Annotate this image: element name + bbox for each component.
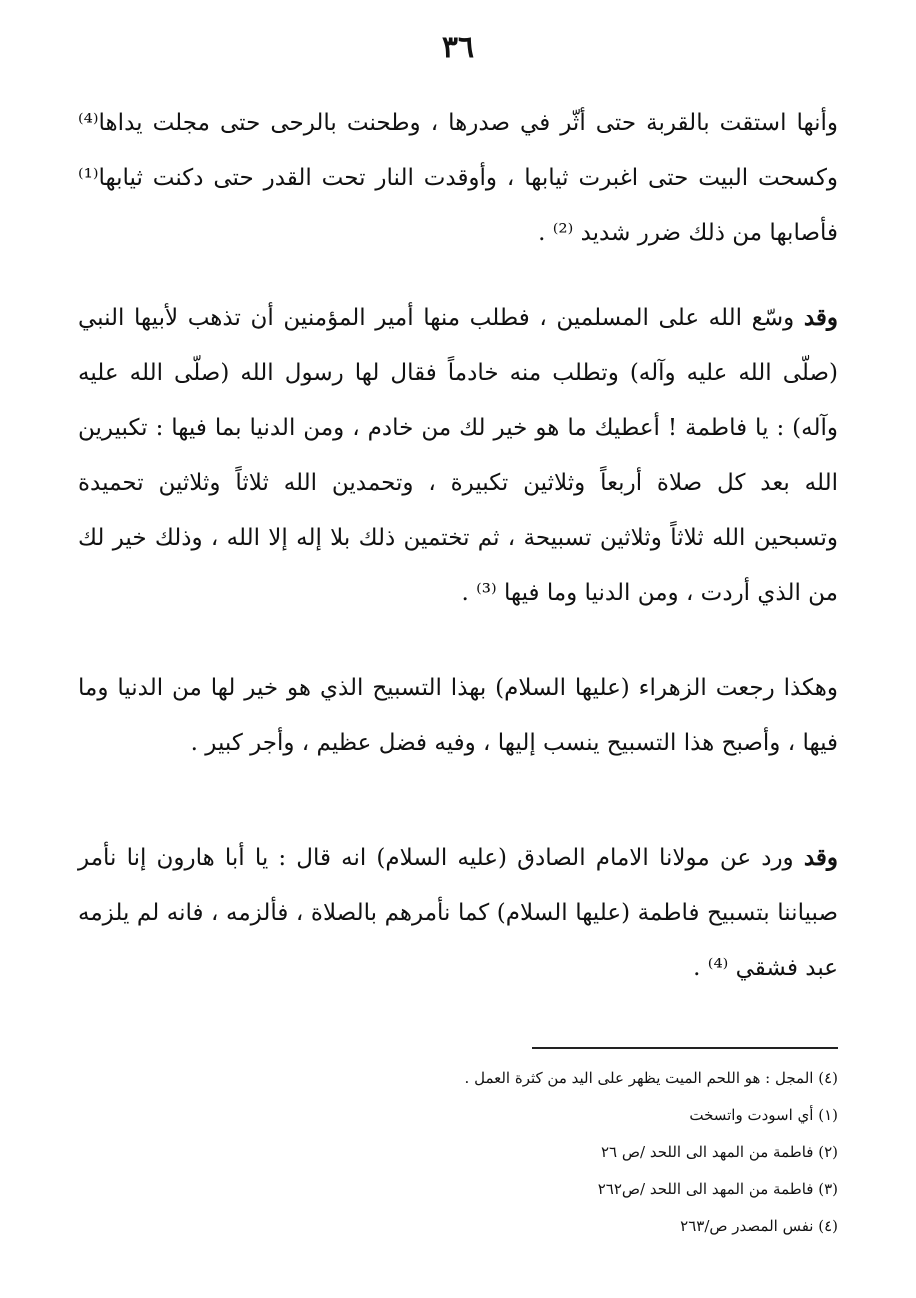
footnote-divider xyxy=(532,1047,838,1049)
paragraph-4-lead: وقد xyxy=(803,844,838,871)
footnote-item: (٤) نفس المصدر ص/٢٦٣ xyxy=(680,1217,838,1235)
footnote-item: (٢) فاطمة من المهد الى اللحد /ص ٢٦ xyxy=(600,1143,838,1161)
footnotes-list xyxy=(238,1060,838,1245)
paragraph-2 xyxy=(78,290,838,621)
paragraph-1-text: وأنها استقت بالقربة حتى أثّر في صدرها ، وطحنت بالرحى حتى مجلت يداها⁽⁴⁾ وكسحت البيت حتى اغبرت ثيابها ، وأوقدت النار تحت القدر حتى دكنت ثيابها⁽¹⁾ فأصابها من ذلك ضرر شديد ⁽²⁾ . xyxy=(78,110,838,246)
paragraph-2-lead: وقد xyxy=(803,304,838,331)
paragraph-3 xyxy=(78,660,838,771)
paragraph-2-text: وسّع الله على المسلمين ، فطلب منها أمير المؤمنين أن تذهب لأبيها النبي (صلّى الله عليه وآله) وتطلب منه خادماً فقال لها رسول الله (صلّى الله عليه وآله) : يا فاطمة ! أعطيك ما هو خير لك من خادم ، ومن الدنيا بما فيها : تكبيرين الله بعد كل صلاة أربعاً وثلاثين تكبيرة ، وتحمدين الله ثلاثاً وثلاثين تحميدة وتسبحين الله ثلاثاً وثلاثين تسبيحة ، ثم تختمين ذلك بلا إله إلا الله ، وذلك خير لك من الذي أردت ، ومن الدنيا وما فيها ⁽³⁾ . xyxy=(78,305,838,606)
footnote-item: (٣) فاطمة من المهد الى اللحد /ص٢٦٢ xyxy=(597,1180,838,1198)
paragraph-3-text: وهكذا رجعت الزهراء (عليها السلام) بهذا التسبيح الذي هو خير لها من الدنيا وما فيها ، وأصبح هذا التسبيح ينسب إليها ، وفيه فضل عظيم ، وأجر كبير . xyxy=(78,675,838,756)
paragraph-4-text: ورد عن مولانا الامام الصادق (عليه السلام) انه قال : يا أبا هارون إنا نأمر صبياننا بتسبيح فاطمة (عليها السلام) كما نأمرهم بالصلاة ، فألزمه ، فانه لم يلزمه عبد فشقي ⁽⁴⁾ . xyxy=(78,845,838,981)
paragraph-1 xyxy=(78,95,838,261)
paragraph-4 xyxy=(78,830,838,996)
footnote-item: (١) أي اسودت واتسخت xyxy=(689,1106,838,1124)
page-number: ٣٦ xyxy=(441,30,475,65)
footnote-item: (٤) المجل : هو اللحم الميت يظهر على اليد من كثرة العمل . xyxy=(464,1069,838,1087)
